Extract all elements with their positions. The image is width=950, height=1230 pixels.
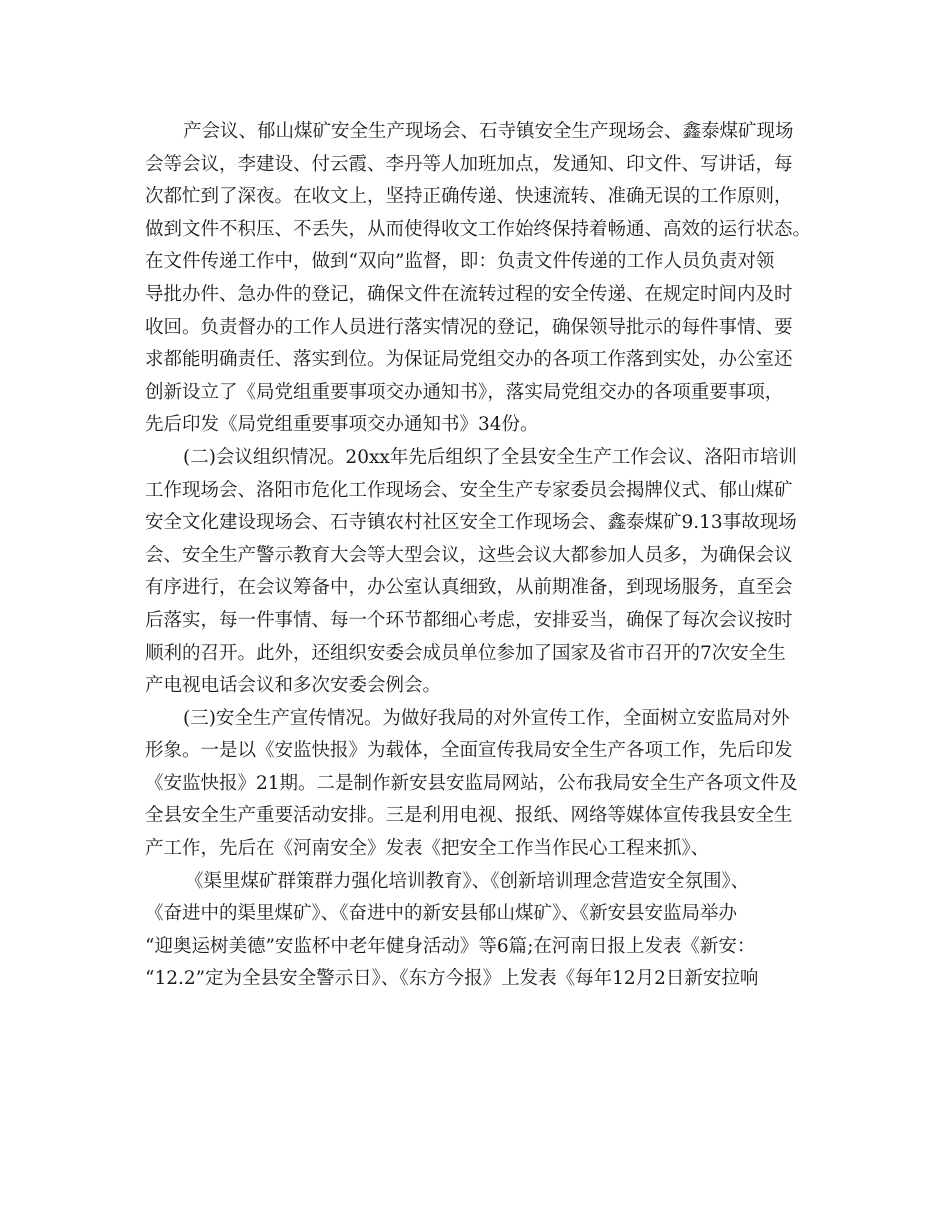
text-line: “迎奥运树美德”安监杯中老年健身活动》等6篇;在河南日报上发表《新安： (145, 935, 756, 957)
text-line: 全县安全生产重要活动安排。三是利用电视、报纸、网络等媒体宣传我县安全生 (145, 805, 793, 827)
text-line: 求都能明确责任、落实到位。为保证局党组交办的各项工作落到实处，办公室还 (145, 349, 793, 371)
text-line: 《渠里煤矿群策群力强化培训教育》、《创新培训理念营造安全氛围》、 (185, 870, 750, 892)
paragraph-start-line: (三)安全生产宣传情况。为做好我局的对外宣传工作，全面树立安监局对外 (183, 707, 790, 729)
text-line: 会等会议，李建设、付云霞、李丹等人加班加点，发通知、印文件、写讲话，每 (145, 153, 793, 175)
text-line: 《安监快报》21期。二是制作新安县安监局网站，公布我局安全生产各项文件及 (145, 772, 798, 794)
text-line: 收回。负责督办的工作人员进行落实情况的登记，确保领导批示的每件事情、要 (145, 316, 793, 338)
text-line: 做到文件不积压、不丢失，从而使得收文工作始终保持着畅通、高效的运行状态。 (145, 218, 812, 240)
text-line: 安全文化建设现场会、石寺镇农村社区安全工作现场会、鑫泰煤矿9.13事故现场 (145, 512, 797, 534)
text-line: 形象。一是以《安监快报》为载体，全面宣传我局安全生产各项工作，先后印发 (145, 740, 793, 762)
text-line: 产电视电话会议和多次安委会例会。 (145, 675, 442, 697)
text-line: 先后印发《局党组重要事项交办通知书》34份。 (145, 414, 539, 436)
paragraph-start-line: (二)会议组织情况。20xx年先后组织了全县安全生产工作会议、洛阳市培训 (183, 446, 797, 468)
text-line: “12.2”定为全县安全警示日》、《东方今报》上发表《每年12月2日新安拉响 (145, 968, 759, 990)
text-line: 次都忙到了深夜。在收文上，坚持正确传递、快速流转、准确无误的工作原则， (145, 186, 793, 208)
text-line: 顺利的召开。此外，还组织安委会成员单位参加了国家及省市召开的7次安全生 (145, 642, 786, 664)
text-line: 有序进行，在会议筹备中，办公室认真细致，从前期准备，到现场服务，直至会 (145, 577, 793, 599)
text-line: 《奋进中的渠里煤矿》、《奋进中的新安县郁山煤矿》、《新安县安监局举办 (145, 903, 738, 925)
text-line: 在文件传递工作中，做到“双向”监督，即：负责文件传递的工作人员负责对领 (145, 251, 775, 273)
text-line: 后落实，每一件事情、每一个环节都细心考虑，安排妥当，确保了每次会议按时 (145, 609, 793, 631)
text-line: 会、安全生产警示教育大会等大型会议，这些会议大都参加人员多，为确保会议 (145, 544, 793, 566)
body-text (145, 116, 815, 996)
text-line: 创新设立了《局党组重要事项交办通知书》，落实局党组交办的各项重要事项， (145, 381, 784, 403)
text-line: 工作现场会、洛阳市危化工作现场会、安全生产专家委员会揭牌仪式、郁山煤矿 (145, 479, 793, 501)
text-line: 产会议、郁山煤矿安全生产现场会、石寺镇安全生产现场会、鑫泰煤矿现场 (183, 121, 794, 142)
text-line: 导批办件、急办件的登记，确保文件在流转过程的安全传递、在规定时间内及时 (145, 283, 793, 305)
text-line: 产工作，先后在《河南安全》发表《把安全工作当作民心工程来抓》、 (145, 838, 710, 860)
